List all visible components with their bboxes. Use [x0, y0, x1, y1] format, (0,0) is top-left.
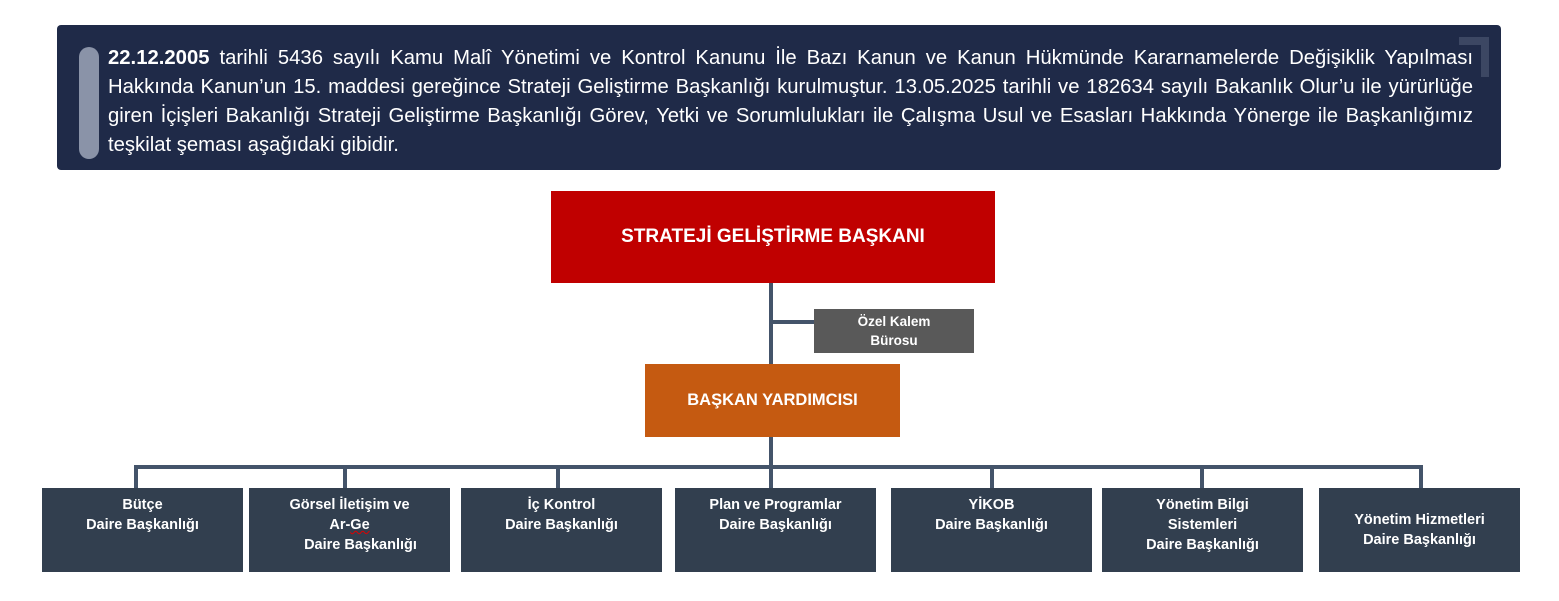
node-deputy-head-label: BAŞKAN YARDIMCISI — [687, 391, 858, 409]
dept-label-line3: Daire Başkanlığı — [1146, 537, 1259, 553]
dept-label-line1: Plan ve Programlar — [709, 497, 842, 513]
dept-label-line3: Daire Başkanlığı — [304, 537, 417, 553]
dept-label-line1: İç Kontrol — [527, 497, 596, 513]
node-strategy-head — [551, 191, 995, 283]
intro-body: tarihli 5436 sayılı Kamu Malî Yönetimi ve Kontrol Kanunu İle Bazı Kanun ve Kanun Hükmünde Kararnamelerde Değişiklik Yapılması Hakkında Kanun’un 15. maddesi gereğince Strateji Geliştirme Başkanlığı kurulmuştur. 13.05.2025 tarihli ve 182634 sayılı Bakanlık Olur’u ile yürürlüğe giren İçişleri Bakanlığı Strateji Geliştirme Başkanlığı Görev, Yetki ve Sorumlulukları ile Çalışma Usul ve Esasları Hakkında Yönerge ile Başkanlığımız teşkilat şeması aşağıdaki gibidir. — [108, 47, 1473, 156]
node-dept-visual-communication-rnd — [249, 488, 450, 572]
dept-label-line1: YİKOB — [968, 497, 1015, 513]
banner-accent-bar — [79, 47, 99, 159]
dept-label-line2-part2: Ge — [350, 517, 370, 533]
node-strategy-head-label: STRATEJİ GELİŞTİRME BAŞKANI — [621, 226, 925, 247]
dept-label-line2 — [282, 515, 417, 535]
dept-label-line1: Yönetim Bilgi — [1156, 497, 1249, 513]
connector-drop-4 — [769, 465, 773, 488]
dept-label-line2: Sistemleri — [1167, 517, 1238, 533]
connector-drop-2 — [343, 465, 347, 488]
intro-date: 22.12.2005 — [108, 47, 210, 69]
node-dept-yikob — [891, 488, 1092, 572]
node-private-office-line2: Bürosu — [870, 333, 918, 348]
connector-deputy-down — [769, 437, 773, 468]
node-dept-management-information-systems — [1102, 488, 1303, 572]
node-dept-internal-control — [461, 488, 662, 572]
node-private-office-line1: Özel Kalem — [857, 314, 931, 329]
connector-drop-5 — [990, 465, 994, 488]
intro-banner — [57, 25, 1501, 170]
node-dept-budget — [42, 488, 243, 572]
dept-label-line1: Bütçe — [122, 497, 163, 513]
dept-label-line2: Daire Başkanlığı — [935, 517, 1048, 533]
dept-label-line1: Görsel İletişim ve — [289, 497, 410, 513]
connector-drop-7 — [1419, 465, 1423, 488]
dept-label-line2: Daire Başkanlığı — [86, 517, 199, 533]
node-dept-plans-programs — [675, 488, 876, 572]
connector-drop-1 — [134, 465, 138, 488]
node-private-office — [814, 309, 974, 353]
dept-label-line2: Daire Başkanlığı — [1363, 532, 1476, 548]
connector-horizontal-bus — [134, 465, 1423, 469]
intro-text — [108, 44, 1473, 160]
connector-to-office — [771, 320, 814, 324]
dept-label-line2: Daire Başkanlığı — [505, 517, 618, 533]
node-dept-management-services — [1319, 488, 1520, 572]
connector-drop-3 — [556, 465, 560, 488]
connector-drop-6 — [1200, 465, 1204, 488]
dept-label-line2: Daire Başkanlığı — [719, 517, 832, 533]
dept-label-line1: Yönetim Hizmetleri — [1354, 512, 1485, 528]
node-deputy-head — [645, 364, 900, 437]
dept-label-line2-part1: Ar- — [329, 517, 351, 533]
